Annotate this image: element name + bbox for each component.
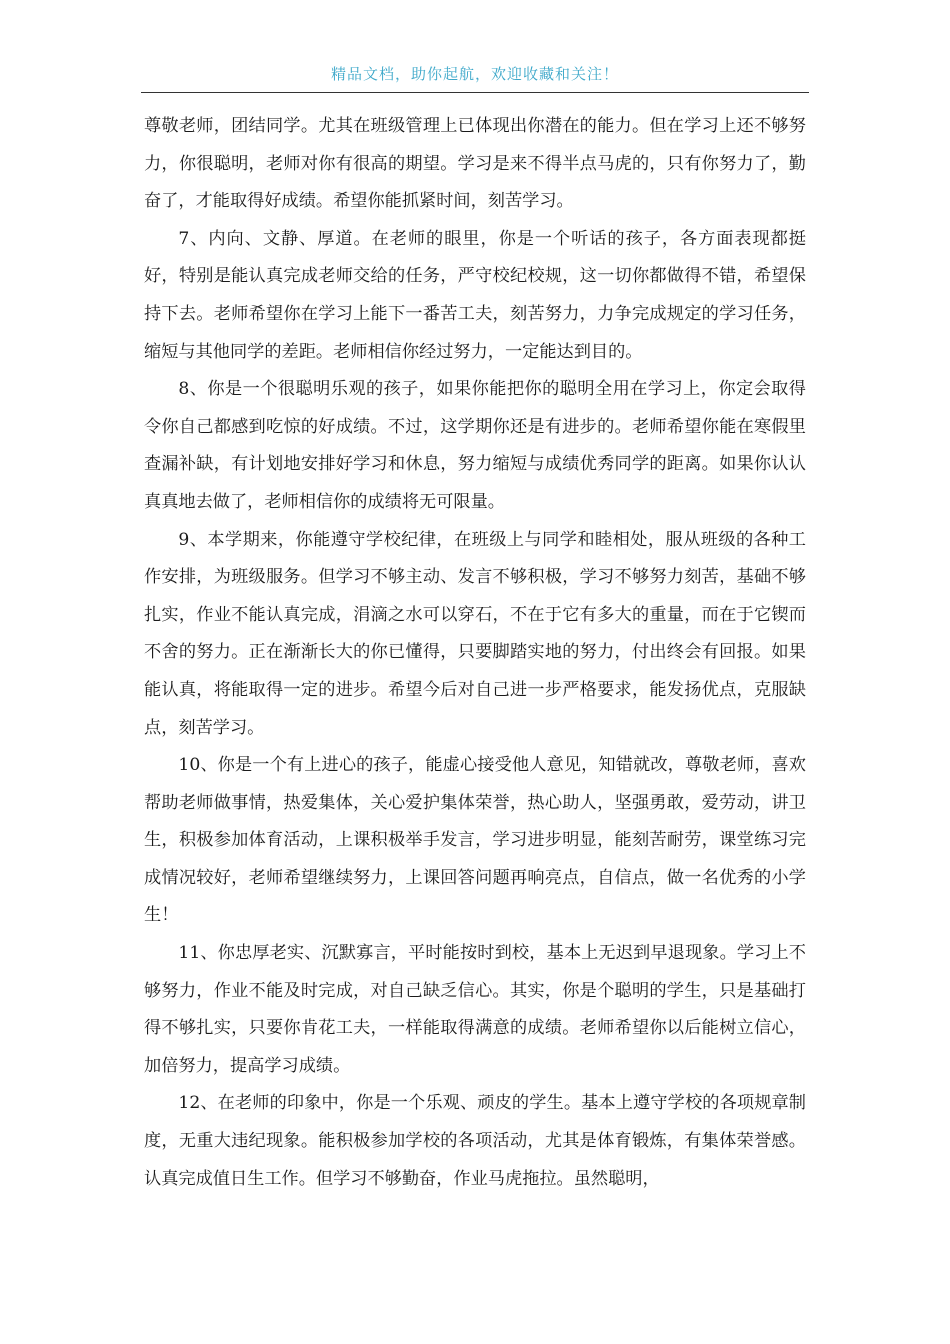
paragraph-item-7: 7、内向、文静、厚道。在老师的眼里，你是一个听话的孩子，各方面表现都挺好，特别是能认真完成老师交给的任务，严守校纪校规，这一切你都做得不错，希望保持下去。老师希望你在学习上能下一番苦工夫，刻苦努力，力争完成规定的学习任务，缩短与其他同学的差距。老师相信你经过努力，一定能达到目的。	[144, 228, 806, 362]
paragraph-continuation: 尊敬老师，团结同学。尤其在班级管理上已体现出你潜在的能力。但在学习上还不够努力，你很聪明，老师对你有很高的期望。学习是来不得半点马虎的，只有你努力了，勤奋了，才能取得好成绩。希望你能抓紧时间，刻苦学习。	[144, 116, 806, 212]
page-header: 精品文档，助你起航，欢迎收藏和关注！	[330, 65, 619, 83]
header-divider	[141, 92, 809, 93]
paragraph-item-8: 8、你是一个很聪明乐观的孩子，如果你能把你的聪明全用在学习上，你定会取得令你自己都感到吃惊的好成绩。不过，这学期你还是有进步的。老师希望你能在寒假里查漏补缺，有计划地安排好学习和休息，努力缩短与成绩优秀同学的距离。如果你认认真真地去做了，老师相信你的成绩将无可限量。	[144, 379, 806, 512]
paragraph-item-12: 12、在老师的印象中，你是一个乐观、顽皮的学生。基本上遵守学校的各项规章制度，无重大违纪现象。能积极参加学校的各项活动，尤其是体育锻炼，有集体荣誉感。认真完成值日生工作。但学习不够勤奋，作业马虎拖拉。虽然聪明，	[144, 1093, 806, 1189]
paragraph-item-10: 10、你是一个有上进心的孩子，能虚心接受他人意见，知错就改，尊敬老师，喜欢帮助老师做事情，热爱集体，关心爱护集体荣誉，热心助人，坚强勇敢，爱劳动，讲卫生，积极参加体育活动，上课积极举手发言，学习进步明显，能刻苦耐劳，课堂练习完成情况较好，老师希望继续努力，上课回答问题再响亮点，自信点，做一名优秀的小学生！	[144, 755, 806, 926]
paragraph-item-11: 11、你忠厚老实、沉默寡言，平时能按时到校，基本上无迟到早退现象。学习上不够努力，作业不能及时完成，对自己缺乏信心。其实，你是个聪明的学生，只是基础打得不够扎实，只要你肯花工夫，一样能取得满意的成绩。老师希望你以后能树立信心，加倍努力，提高学习成绩。	[144, 943, 806, 1076]
document-body	[144, 108, 806, 1198]
paragraph-item-9: 9、本学期来，你能遵守学校纪律，在班级上与同学和睦相处，服从班级的各种工作安排，为班级服务。但学习不够主动、发言不够积极，学习不够努力刻苦，基础不够扎实，作业不能认真完成，涓滴之水可以穿石，不在于它有多大的重量，而在于它锲而不舍的努力。正在渐渐长大的你已懂得，只要脚踏实地的努力，付出终会有回报。如果能认真，将能取得一定的进步。希望今后对自己进一步严格要求，能发扬优点，克服缺点，刻苦学习。	[144, 529, 806, 738]
